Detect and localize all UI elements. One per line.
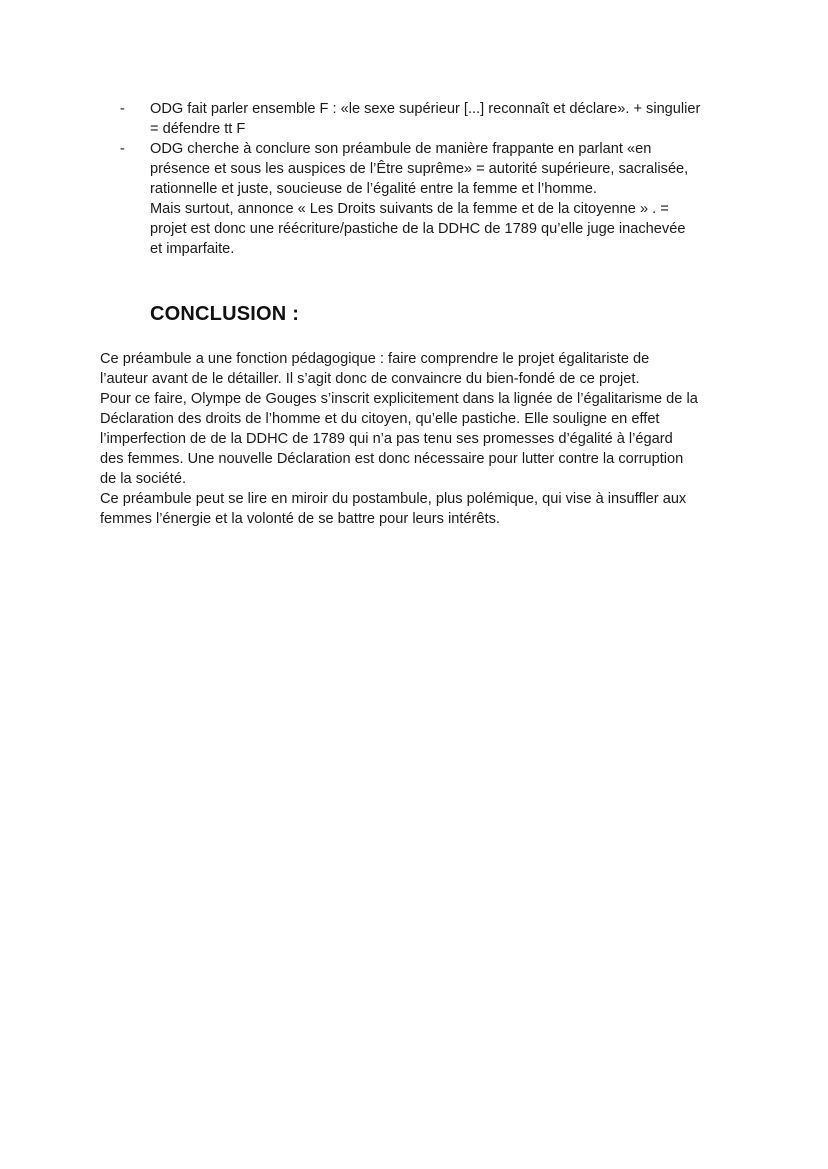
conclusion-line: Déclaration des droits de l’homme et du citoyen, qu’elle pastiche. Elle souligne en effet xyxy=(100,411,660,427)
conclusion-line: des femmes. Une nouvelle Déclaration est donc nécessaire pour lutter contre la corruption xyxy=(100,451,684,467)
conclusion-line: l’imperfection de de la DDHC de 1789 qui n’a pas tenu ses promesses d’égalité à l’égard xyxy=(100,431,673,447)
bullet-dash: - xyxy=(120,101,125,117)
conclusion-paragraph xyxy=(100,349,760,529)
conclusion-line: l’auteur avant de le détailler. Il s’agit donc de convaincre du bien-fondé de ce projet. xyxy=(100,371,640,387)
bullet-line: = défendre tt F xyxy=(150,121,246,137)
conclusion-line: de la société. xyxy=(100,471,186,487)
bullet-line: ODG fait parler ensemble F : «le sexe supérieur [...] reconnaît et déclare». + singulier xyxy=(150,101,701,117)
bullet-line: projet est donc une réécriture/pastiche de la DDHC de 1789 qu’elle juge inachevée xyxy=(150,221,686,237)
bullet-line: Mais surtout, annonce « Les Droits suivants de la femme et de la citoyenne » . = xyxy=(150,201,669,217)
conclusion-heading: CONCLUSION : xyxy=(150,303,300,325)
bullet-line: présence et sous les auspices de l’Être suprême» = autorité supérieure, sacralisée, xyxy=(150,161,689,177)
bullet-list xyxy=(120,99,760,259)
bullet-dash: - xyxy=(120,141,125,157)
bullet-line: ODG cherche à conclure son préambule de manière frappante en parlant «en xyxy=(150,141,652,157)
bullet-line: et imparfaite. xyxy=(150,241,235,257)
conclusion-line: femmes l’énergie et la volonté de se battre pour leurs intérêts. xyxy=(100,511,500,527)
bullet-line: rationnelle et juste, soucieuse de l’égalité entre la femme et l’homme. xyxy=(150,181,597,197)
bullet-item xyxy=(120,139,760,259)
conclusion-line: Ce préambule a une fonction pédagogique : faire comprendre le projet égalitariste de xyxy=(100,351,650,367)
bullet-item xyxy=(120,99,760,139)
conclusion-line: Ce préambule peut se lire en miroir du postambule, plus polémique, qui vise à insuffler aux xyxy=(100,491,687,507)
conclusion-line: Pour ce faire, Olympe de Gouges s’inscrit explicitement dans la lignée de l’égalitarisme de la xyxy=(100,391,698,407)
